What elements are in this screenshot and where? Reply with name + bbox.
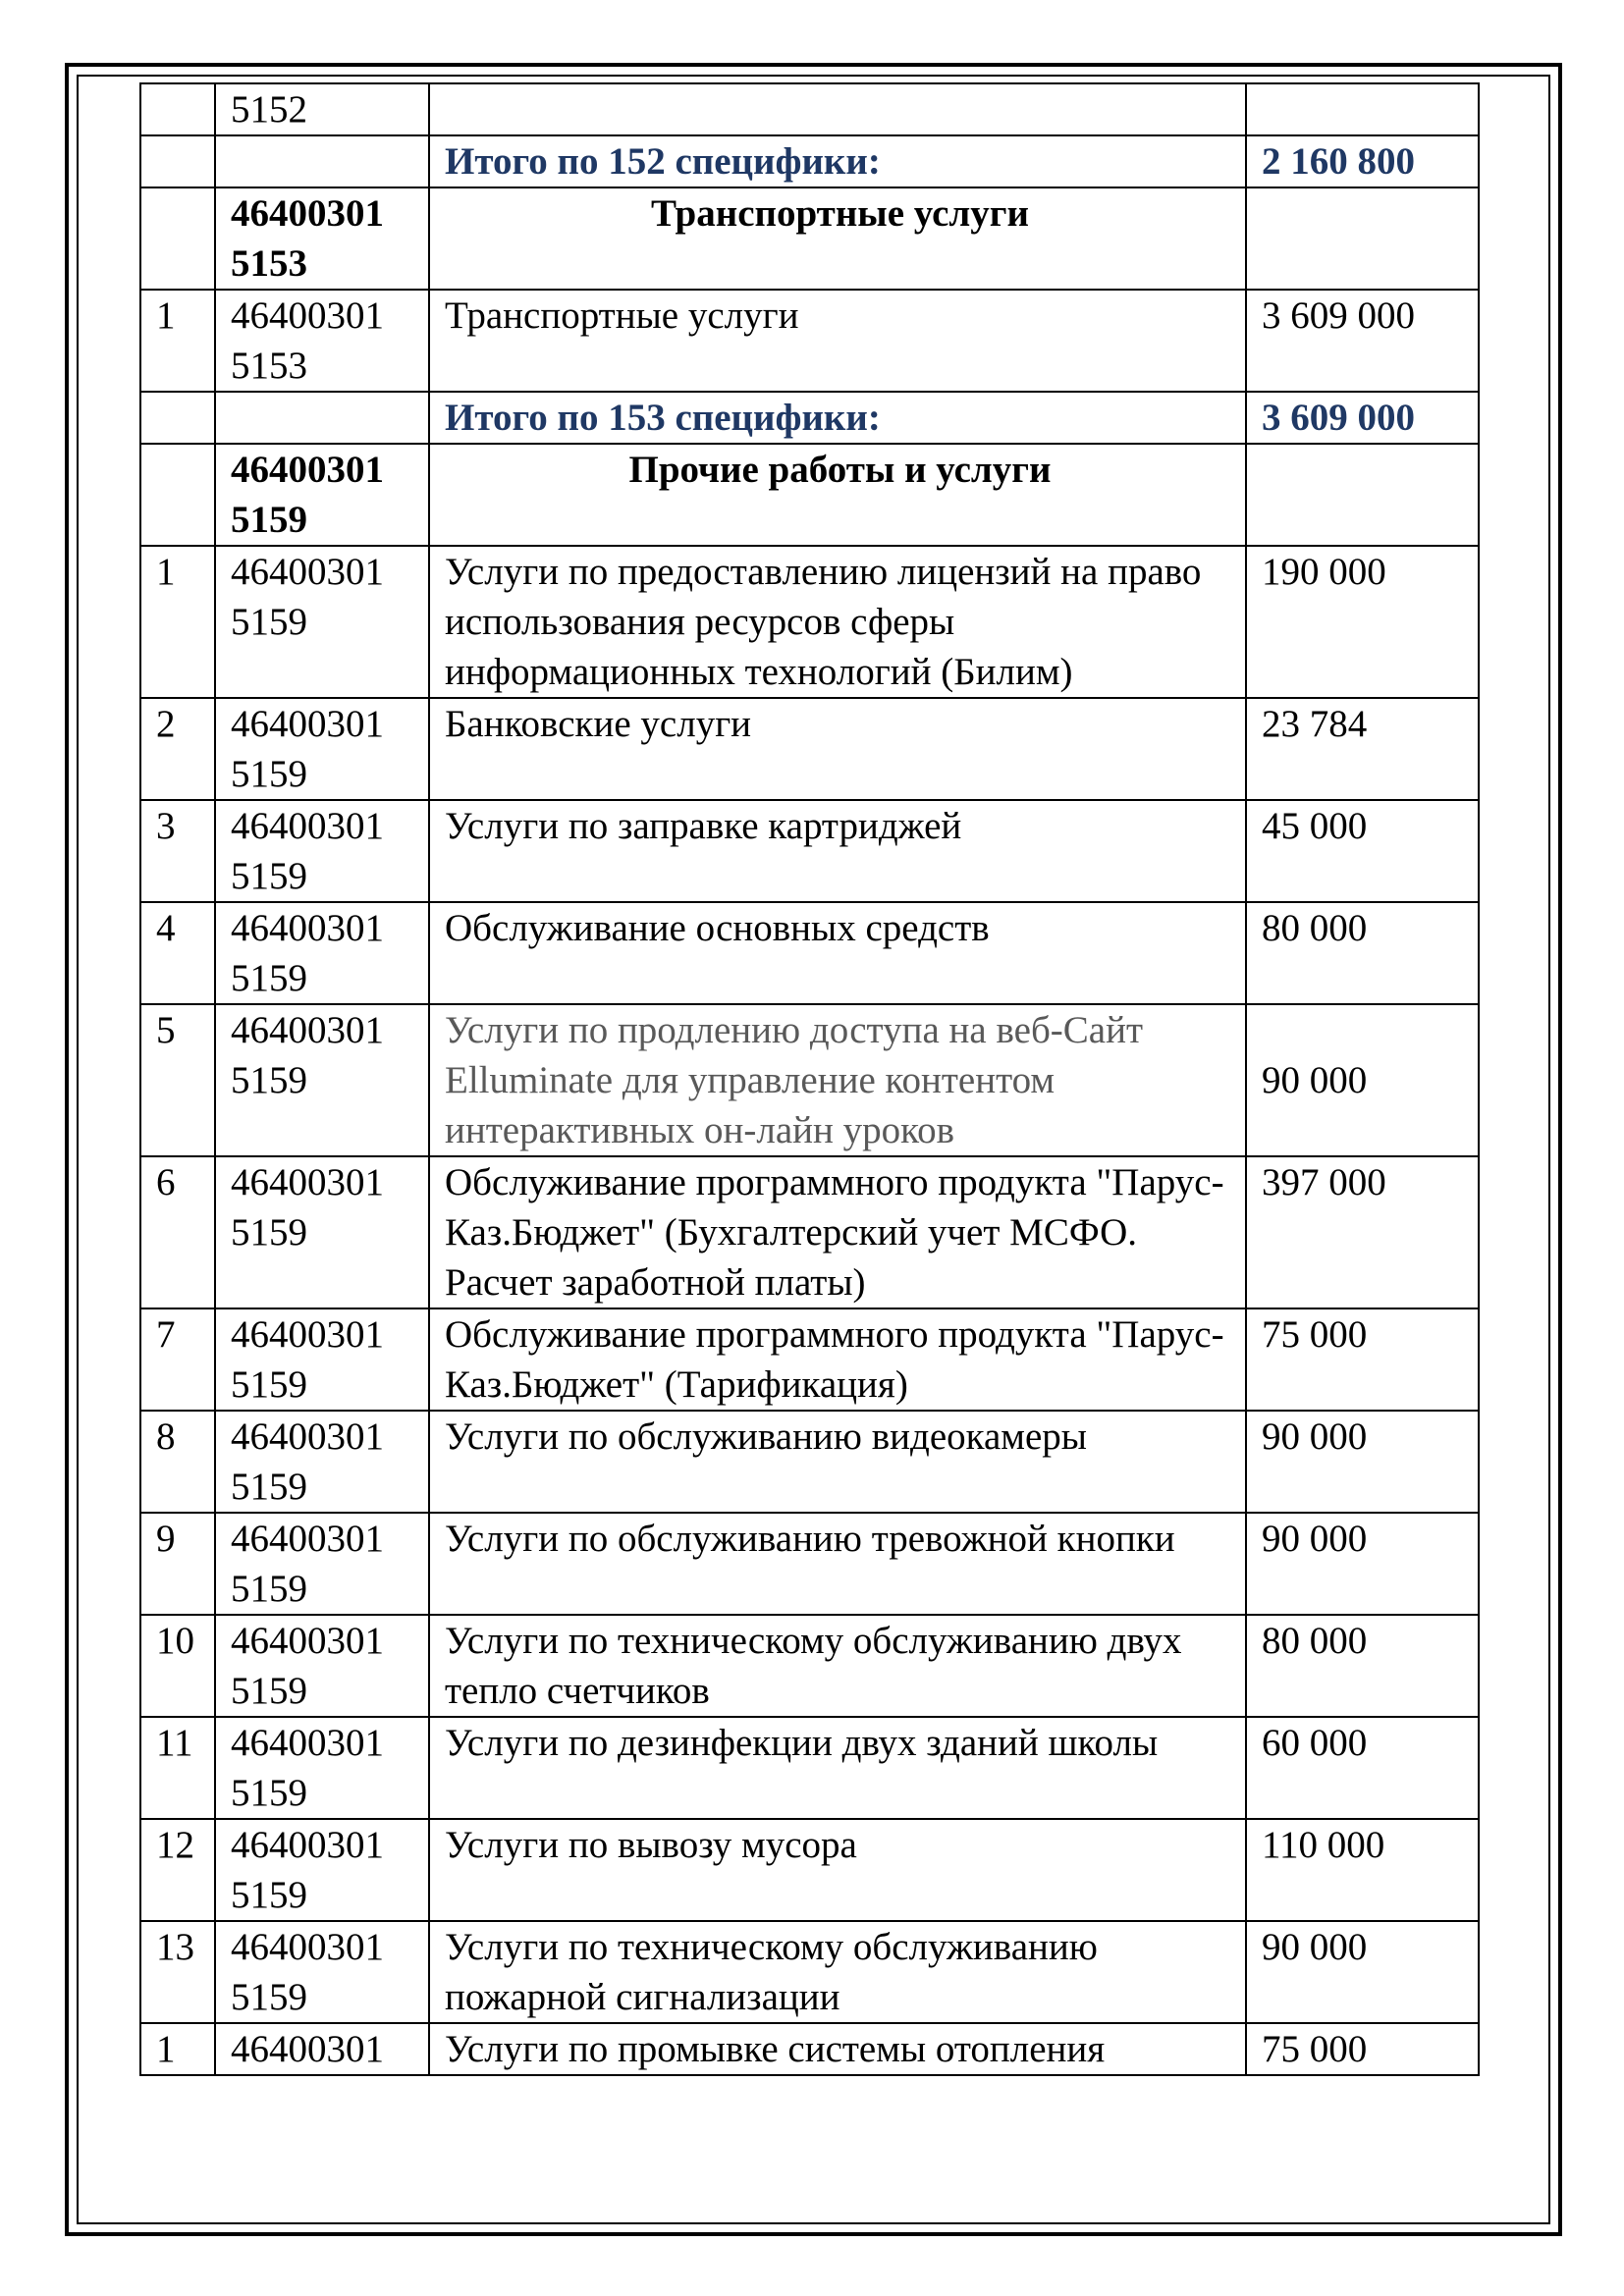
section-title-cell (429, 187, 1246, 290)
row-number-cell (140, 1513, 215, 1615)
row-number: 4 (156, 907, 176, 949)
code-cell (215, 1513, 429, 1615)
table-row (140, 546, 1479, 698)
table-row (140, 1819, 1479, 1921)
budget-code-line: 46400301 (231, 449, 384, 491)
amount-cell (1246, 1717, 1479, 1819)
row-number-cell (140, 902, 215, 1004)
budget-code-line: 46400301 (231, 1313, 384, 1356)
item-amount: 90 000 (1262, 1926, 1368, 1968)
row-number: 9 (156, 1518, 176, 1560)
table-row (140, 1513, 1479, 1615)
item-amount: 397 000 (1262, 1161, 1386, 1203)
table-row (140, 902, 1479, 1004)
row-number-cell (140, 1156, 215, 1308)
code-cell (215, 1717, 429, 1819)
item-amount: 23 784 (1262, 703, 1368, 745)
item-name: Услуги по продлению доступа на веб-Сайт Elluminate для управление контентом интерактивных он-лайн уроков (445, 1009, 1144, 1151)
code-cell (215, 1615, 429, 1717)
row-number-cell (140, 83, 215, 135)
item-name-cell (429, 1411, 1246, 1513)
code-cell (215, 1004, 429, 1156)
code-cell (215, 135, 429, 187)
budget-code-line: 46400301 (231, 805, 384, 847)
item-amount: 190 000 (1262, 551, 1386, 593)
row-number: 1 (156, 551, 176, 593)
item-name: Услуги по заправке картриджей (445, 805, 962, 847)
item-name: Услуги по техническому обслуживанию пожарной сигнализации (445, 1926, 1098, 2018)
code-cell (215, 1308, 429, 1411)
budget-code-line: 46400301 (231, 1009, 384, 1051)
budget-code-line: 5159 (231, 855, 307, 897)
code-cell (215, 546, 429, 698)
subtotal-row (140, 392, 1479, 444)
table-row (140, 1717, 1479, 1819)
subtotal-label: Итого по 152 специфики: (445, 140, 881, 183)
budget-code-line: 46400301 (231, 1824, 384, 1866)
table-row (140, 1921, 1479, 2023)
item-name-cell (429, 1615, 1246, 1717)
subtotal-amount: 3 609 000 (1262, 397, 1415, 439)
budget-code-line: 5153 (231, 242, 307, 285)
row-number-cell (140, 1717, 215, 1819)
subtotal-label-cell (429, 135, 1246, 187)
item-name-cell (429, 290, 1246, 392)
item-name-cell (429, 1717, 1246, 1819)
section-title: Прочие работы и услуги (628, 449, 1052, 491)
budget-code-line: 5159 (231, 1874, 307, 1916)
budget-code-line: 46400301 (231, 1415, 384, 1458)
budget-code-line: 5159 (231, 1363, 307, 1406)
row-number: 11 (156, 1722, 193, 1764)
item-name-cell (429, 2023, 1246, 2075)
section-header-row (140, 187, 1479, 290)
code-cell (215, 2023, 429, 2075)
budget-code-line: 5159 (231, 1976, 307, 2018)
table-row (140, 1156, 1479, 1308)
row-number: 8 (156, 1415, 176, 1458)
table-row (140, 2023, 1479, 2075)
row-number-cell (140, 1411, 215, 1513)
budget-code-line: 5159 (231, 753, 307, 795)
row-number-cell (140, 546, 215, 698)
item-amount: 45 000 (1262, 805, 1368, 847)
item-name: Транспортные услуги (445, 294, 799, 337)
item-name: Обслуживание программного продукта "Парус-Каз.Бюджет" (Бухгалтерский учет МСФО. Расчет заработной платы) (445, 1161, 1224, 1304)
item-amount: 3 609 000 (1262, 294, 1415, 337)
budget-code-line: 46400301 (231, 1722, 384, 1764)
amount-cell (1246, 2023, 1479, 2075)
amount-cell (1246, 83, 1479, 135)
item-name: Услуги по техническому обслуживанию двух тепло счетчиков (445, 1620, 1182, 1712)
item-name-cell (429, 83, 1246, 135)
table-row (140, 800, 1479, 902)
row-number: 3 (156, 805, 176, 847)
item-amount: 75 000 (1262, 2028, 1368, 2070)
subtotal-label-cell (429, 392, 1246, 444)
table-row (140, 1308, 1479, 1411)
table-row (140, 1411, 1479, 1513)
amount-cell (1246, 698, 1479, 800)
code-cell (215, 902, 429, 1004)
item-name: Услуги по промывке системы отопления (445, 2028, 1106, 2070)
item-amount: 90 000 (1262, 1415, 1368, 1458)
item-name-cell (429, 1156, 1246, 1308)
amount-cell (1246, 290, 1479, 392)
budget-code-line: 5159 (231, 1670, 307, 1712)
row-number-cell (140, 444, 215, 546)
row-number-cell (140, 1004, 215, 1156)
amount-cell (1246, 1513, 1479, 1615)
budget-code-line: 5159 (231, 1059, 307, 1101)
item-name-cell (429, 1308, 1246, 1411)
budget-code-line: 46400301 (231, 703, 384, 745)
subtotal-label: Итого по 153 специфики: (445, 397, 881, 439)
code-cell (215, 1411, 429, 1513)
amount-cell (1246, 1004, 1479, 1156)
budget-code-line: 46400301 (231, 294, 384, 337)
budget-code-line: 5159 (231, 957, 307, 999)
item-name-cell (429, 546, 1246, 698)
budget-code-line: 5159 (231, 1211, 307, 1254)
item-name-cell (429, 698, 1246, 800)
section-title: Транспортные услуги (651, 192, 1029, 235)
row-number: 2 (156, 703, 176, 745)
budget-code-line: 5153 (231, 345, 307, 387)
item-name: Услуги по предоставлению лицензий на право использования ресурсов сферы информационных технологий (Билим) (445, 551, 1202, 693)
budget-code-line: 5159 (231, 1772, 307, 1814)
budget-code-line: 46400301 (231, 1518, 384, 1560)
amount-cell (1246, 1615, 1479, 1717)
item-name-cell (429, 1819, 1246, 1921)
row-number: 13 (156, 1926, 194, 1968)
row-number-cell (140, 1921, 215, 2023)
budget-code-line: 46400301 (231, 2028, 384, 2070)
code-cell (215, 83, 429, 135)
amount-cell (1246, 1921, 1479, 2023)
amount-cell (1246, 1308, 1479, 1411)
section-header-row (140, 444, 1479, 546)
item-name: Обслуживание программного продукта "Парус-Каз.Бюджет" (Тарификация) (445, 1313, 1224, 1406)
row-number-cell (140, 1819, 215, 1921)
budget-code-line: 5159 (231, 1568, 307, 1610)
row-number: 1 (156, 294, 176, 337)
item-name: Банковские услуги (445, 703, 752, 745)
item-name-cell (429, 1513, 1246, 1615)
item-amount: 90 000 (1262, 1059, 1368, 1101)
item-name: Услуги по вывозу мусора (445, 1824, 857, 1866)
code-cell (215, 290, 429, 392)
amount-cell (1246, 546, 1479, 698)
budget-code-line: 5159 (231, 601, 307, 643)
row-number-cell (140, 1615, 215, 1717)
item-name: Обслуживание основных средств (445, 907, 990, 949)
table-row (140, 698, 1479, 800)
item-amount: 90 000 (1262, 1518, 1368, 1560)
item-name-cell (429, 902, 1246, 1004)
budget-code-line: 5159 (231, 1466, 307, 1508)
item-amount: 110 000 (1262, 1824, 1385, 1866)
item-name-cell (429, 800, 1246, 902)
subtotal-row (140, 135, 1479, 187)
code-cell (215, 392, 429, 444)
budget-code-line: 46400301 (231, 192, 384, 235)
subtotal-amount: 2 160 800 (1262, 140, 1415, 183)
row-number: 7 (156, 1313, 176, 1356)
row-number-cell (140, 290, 215, 392)
row-number-cell (140, 1308, 215, 1411)
budget-table-body (140, 83, 1479, 2075)
item-amount: 80 000 (1262, 1620, 1368, 1662)
item-name: Услуги по обслуживанию тревожной кнопки (445, 1518, 1175, 1560)
amount-cell (1246, 444, 1479, 546)
row-number-cell (140, 698, 215, 800)
item-amount: 60 000 (1262, 1722, 1368, 1764)
row-number: 12 (156, 1824, 194, 1866)
budget-code-line: 46400301 (231, 1161, 384, 1203)
table-row (140, 83, 1479, 135)
item-name-cell (429, 1004, 1246, 1156)
subtotal-amount-cell (1246, 392, 1479, 444)
item-name-cell (429, 1921, 1246, 2023)
budget-code-line: 46400301 (231, 907, 384, 949)
code-cell (215, 1921, 429, 2023)
table-row (140, 290, 1479, 392)
item-amount: 75 000 (1262, 1313, 1368, 1356)
subtotal-amount-cell (1246, 135, 1479, 187)
row-number: 5 (156, 1009, 176, 1051)
item-name: Услуги по обслуживанию видеокамеры (445, 1415, 1087, 1458)
table-row (140, 1004, 1479, 1156)
row-number-cell (140, 392, 215, 444)
section-code-cell (215, 444, 429, 546)
amount-cell (1246, 1156, 1479, 1308)
budget-code-line: 46400301 (231, 1620, 384, 1662)
budget-table (139, 82, 1480, 2076)
budget-code-line: 46400301 (231, 1926, 384, 1968)
amount-cell (1246, 187, 1479, 290)
budget-code-line: 5152 (231, 88, 307, 131)
amount-cell (1246, 902, 1479, 1004)
item-amount: 80 000 (1262, 907, 1368, 949)
row-number-cell (140, 187, 215, 290)
amount-cell (1246, 800, 1479, 902)
amount-cell (1246, 1819, 1479, 1921)
item-name: Услуги по дезинфекции двух зданий школы (445, 1722, 1159, 1764)
amount-cell (1246, 1411, 1479, 1513)
table-row (140, 1615, 1479, 1717)
code-cell (215, 1156, 429, 1308)
row-number-cell (140, 2023, 215, 2075)
code-cell (215, 1819, 429, 1921)
code-cell (215, 800, 429, 902)
row-number-cell (140, 800, 215, 902)
section-title-cell (429, 444, 1246, 546)
budget-code-line: 46400301 (231, 551, 384, 593)
row-number: 1 (156, 2028, 176, 2070)
row-number: 6 (156, 1161, 176, 1203)
row-number: 10 (156, 1620, 194, 1662)
section-code-cell (215, 187, 429, 290)
code-cell (215, 698, 429, 800)
budget-code-line: 5159 (231, 499, 307, 541)
row-number-cell (140, 135, 215, 187)
